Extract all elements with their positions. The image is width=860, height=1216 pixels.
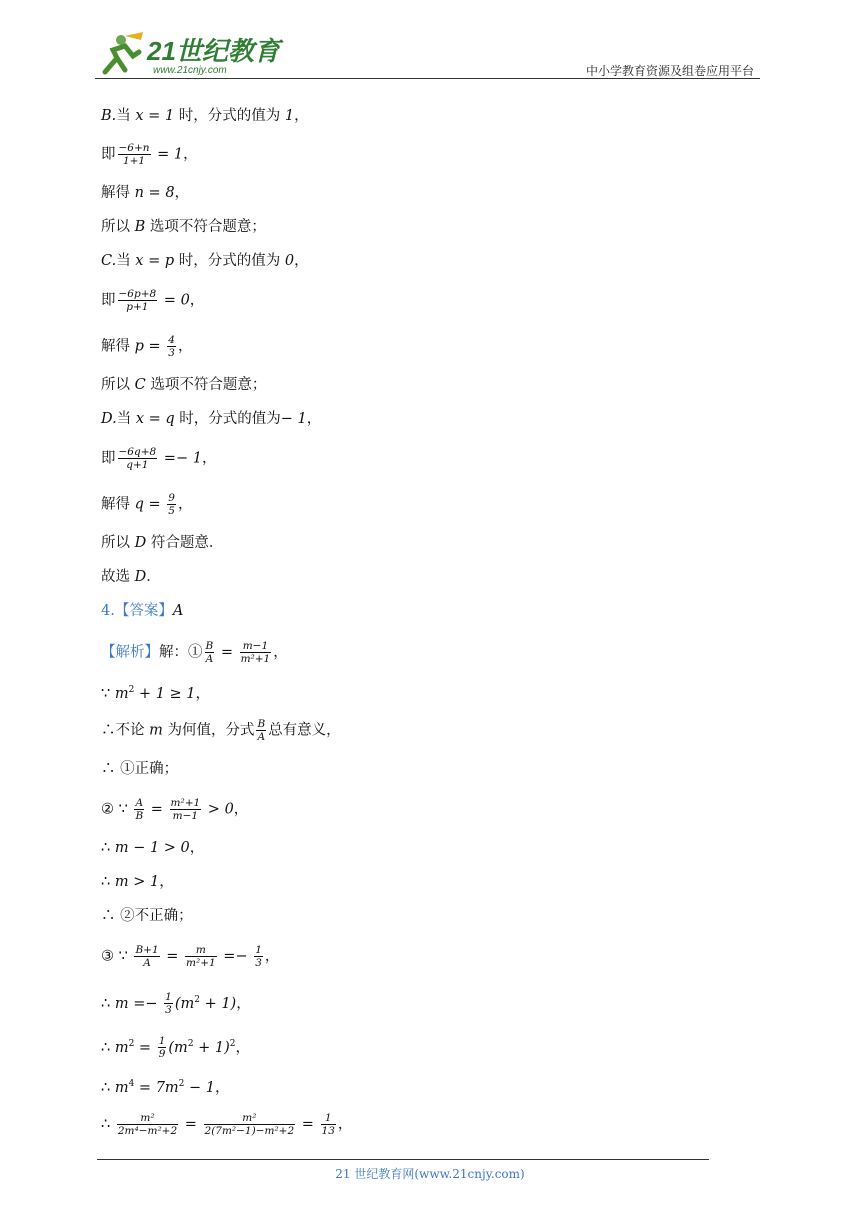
svg-text:21世纪教育: 21世纪教育: [147, 36, 280, 66]
fraction: $\frac{-6q+8}{q+1}$: [118, 446, 157, 471]
analysis-line5: ② ∵ $\frac{A}{B}$ = $\frac{\text{m²+1}}{m-1}$ > 0，: [101, 797, 249, 822]
footer-divider: [97, 1159, 709, 1160]
option-d-line4: 所以 D 符合题意．: [101, 535, 224, 551]
fraction: $\frac{\text{m²}}{\text{2(7m²−1)−m²+2}}$: [204, 1112, 295, 1137]
fraction: $\frac{9}{5}$: [168, 492, 175, 517]
analysis-line2: ∵ $m^2 + 1 \ge 1$，: [101, 685, 211, 702]
analysis-line11: ∴ $m^2$ = $\frac{1}{9}$ $(m^2 + 1)^2$，: [101, 1035, 251, 1061]
analysis-line4: ∴ ①正确；: [101, 761, 179, 777]
fraction: $\frac{B}{A}$: [257, 718, 266, 743]
option-c-line2: 即 $\frac{-6p+8}{p+1}$ = 0，: [101, 288, 205, 313]
fraction: $\frac{1}{3}$: [255, 944, 262, 969]
fraction: $\frac{1}{3}$: [165, 991, 172, 1017]
svg-text:www.21cnjy.com: www.21cnjy.com: [153, 65, 227, 76]
fraction: $\frac{m}{\text{m²+1}}$: [186, 944, 216, 969]
fraction: $\frac{A}{B}$: [135, 797, 144, 822]
platform-name: 中小学教育资源及组卷应用平台: [585, 64, 754, 78]
fraction: $\frac{1}{9}$: [158, 1035, 166, 1061]
analysis-line13: ∴ $\frac{\text{m²}}{\text{2m⁴−m²+2}}$ = $\frac{\text{m²}}{\text{2(7m²−1)−m²+2}}$ = $\frac{1}{13}$ ，: [101, 1112, 353, 1137]
option-c-line1: C.当 x = p 时，分式的值为 0，: [101, 253, 309, 269]
fraction: $\frac{\text{m²}}{\text{2m⁴−m²+2}}$: [117, 1112, 178, 1137]
conclusion-line: 故选 D．: [101, 569, 161, 585]
analysis-line3: ∴不论 m 为何值，分式 $\frac{B}{A}$ 总有意义，: [101, 718, 341, 743]
page-header: [95, 30, 760, 80]
fraction: $\frac{B}{A}$: [205, 640, 214, 665]
option-d-line2: 即 $\frac{-6q+8}{q+1}$ =− 1，: [101, 446, 217, 471]
fraction: $\frac{1}{13}$: [321, 1112, 335, 1137]
fraction: $\frac{m-1}{\text{m²+1}}$: [240, 640, 271, 665]
fraction: $\frac{B+1}{A}$: [135, 944, 159, 969]
fraction: $\frac{-6p+8}{p+1}$: [118, 288, 157, 313]
analysis-line8: ∴ ②不正确；: [101, 908, 193, 924]
analysis-line12: ∴ $m^4 = 7m^2 - 1$，: [101, 1079, 230, 1096]
analysis-line1: 【解析】解：① $\frac{B}{A}$ = $\frac{m-1}{\text{m²+1}}$ ，: [101, 640, 288, 665]
option-b-line1: B.当 x = 1 时，分式的值为 1，: [101, 108, 309, 124]
fraction: $\frac{\text{m²+1}}{m-1}$: [170, 797, 201, 822]
page-footer[interactable]: 21 世纪教育网(www.21cnjy.com): [335, 1167, 525, 1181]
option-c-line3: 解得 p = $\frac{4}{3}$ ，: [101, 334, 193, 359]
question-4-answer: 4.【答案】A: [101, 603, 184, 619]
fraction: $\frac{4}{3}$: [168, 334, 175, 359]
option-b-line3: 解得 n = 8，: [101, 185, 190, 201]
analysis-line9: ③ ∵ $\frac{B+1}{A}$ = $\frac{m}{\text{m²+1}}$ =− $\frac{1}{3}$ ，: [101, 944, 280, 969]
option-c-line4: 所以 C 选项不符合题意；: [101, 377, 267, 393]
option-b-line2: 即 $\frac{-6+n}{1+1}$ = 1，: [101, 142, 198, 167]
analysis-line6: ∴ m − 1 > 0，: [101, 840, 205, 856]
analysis-line10: ∴ m =− $\frac{1}{3}$ $(m^2 + 1)$，: [101, 991, 251, 1017]
header-divider: [95, 78, 760, 79]
analysis-line7: ∴ m > 1，: [101, 874, 174, 890]
option-d-line1: D.当 x = q 时，分式的值为− 1，: [101, 411, 322, 427]
option-d-line3: 解得 q = $\frac{9}{5}$ ，: [101, 492, 193, 517]
fraction: $\frac{-6+n}{1+1}$: [118, 142, 150, 167]
site-logo: [95, 30, 280, 76]
option-b-line4: 所以 B 选项不符合题意；: [101, 219, 266, 235]
